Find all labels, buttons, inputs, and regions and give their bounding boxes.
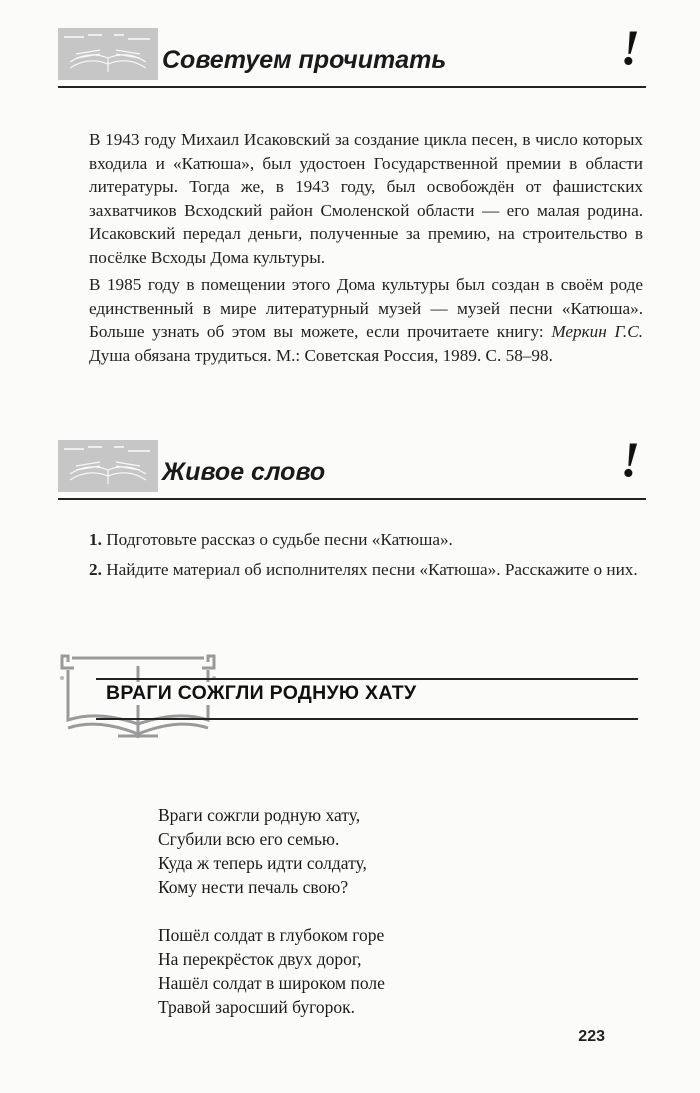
paragraph (89, 273, 643, 367)
poem-line: Травой заросший бугорок. (158, 997, 355, 1017)
paragraph-text: В 1985 году в помещении этого Дома культуры был создан в своём роде единственный в мире литературный музей — музей песни «Катюша». Больше узнать об этом вы можете, если прочитаете книгу: (89, 275, 643, 341)
stanza (158, 923, 385, 1019)
header-rule (58, 86, 646, 88)
section-title: Советуем прочитать (162, 46, 447, 74)
section-header-living-word (58, 431, 646, 500)
task-text: Подготовьте рассказ о судьбе песни «Катюша». (101, 530, 453, 549)
open-book-icon (58, 440, 158, 492)
book-author: Меркин Г.С. (551, 322, 643, 341)
task-item (89, 558, 643, 582)
poem-line: Враги сожгли родную хату, (158, 805, 361, 825)
poem-line: Пошёл солдат в глубоком горе (158, 925, 385, 945)
task-list (89, 528, 643, 587)
section-header-recommend (58, 19, 646, 88)
header-rule (58, 498, 646, 500)
poem-line: Сгубили всю его семью. (158, 829, 340, 849)
task-number: 1. (89, 530, 102, 549)
stanza (158, 803, 385, 899)
poem-line: Куда ж теперь идти солдату, (158, 853, 367, 873)
title-rule-top (96, 678, 638, 680)
exclamation-mark: ! (620, 431, 640, 487)
title-rule-bottom (96, 718, 638, 720)
poem-title: ВРАГИ СОЖГЛИ РОДНУЮ ХАТУ (106, 682, 422, 705)
page-number: 223 (578, 1028, 605, 1045)
poem-line: Нашёл солдат в широком поле (158, 973, 385, 993)
open-book-icon (58, 28, 158, 80)
task-number: 2. (89, 559, 102, 579)
paragraph: В 1943 году Михаил Исаковский за создание цикла песен, в число которых входила и «Катюша», был удостоен Государственной премии в области литературы. Тогда же, в 1943 году, был освобождён от фашистских захватчиков Всходский район Смоленской области — его малая родина. Исаковский передал деньги, полученные за премию, на строительство в посёлке Всходы Дома культуры. (89, 130, 643, 267)
poem-header (58, 648, 638, 743)
exclamation-mark: ! (620, 19, 640, 75)
book-reference: Душа обязана трудиться. М.: Советская Россия, 1989. С. 58–98. (89, 345, 553, 365)
poem-line: Кому нести печаль свою? (158, 877, 349, 897)
poem-line: На перекрёсток двух дорог, (158, 949, 362, 969)
section-title: Живое слово (162, 458, 326, 486)
task-item (89, 528, 643, 552)
poem-text (158, 803, 385, 1043)
task-text: Найдите материал об исполнителях песни «Катюша». Расскажите о них. (101, 559, 638, 579)
recommend-article (89, 128, 643, 367)
